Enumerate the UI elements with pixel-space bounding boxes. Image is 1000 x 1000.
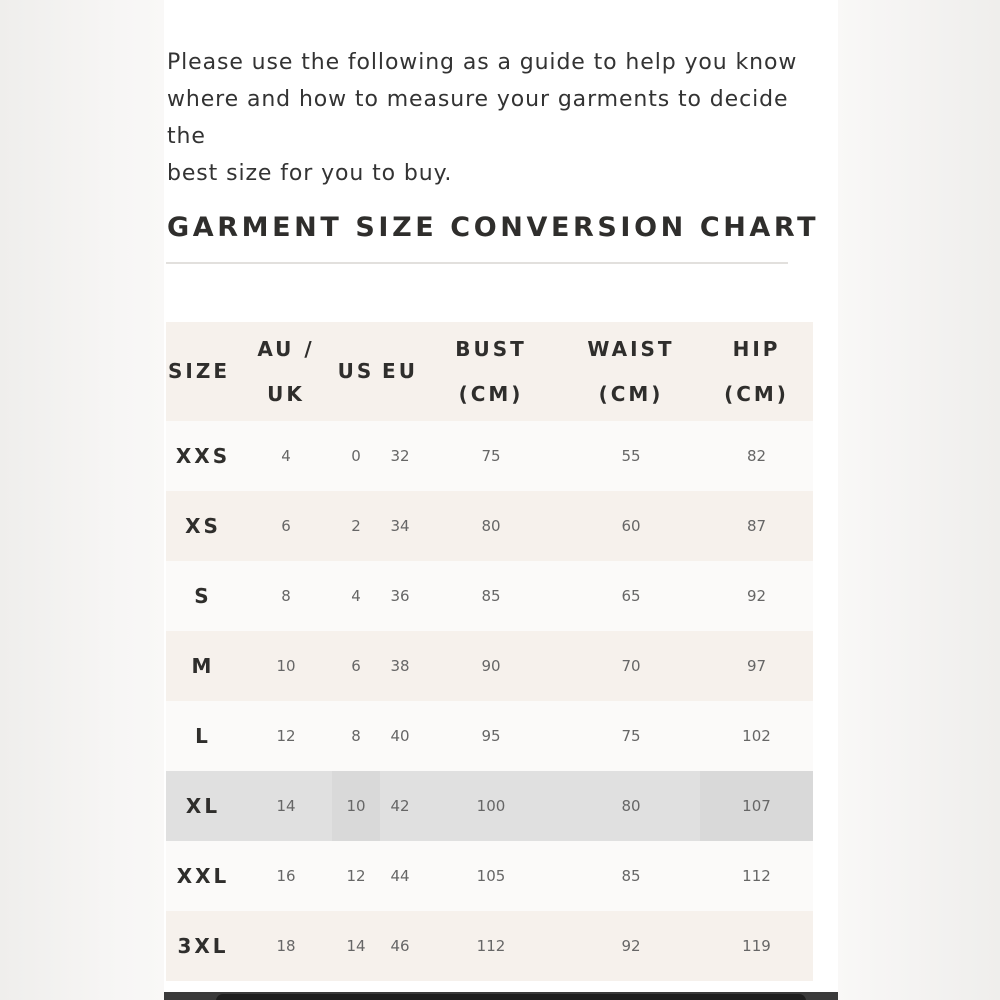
us-cell: 6 [332, 631, 380, 701]
bust-cell: 95 [420, 701, 562, 771]
us-cell: 4 [332, 561, 380, 631]
size-cell: XL [166, 771, 240, 841]
eu-cell: 34 [380, 491, 420, 561]
us-cell: 12 [332, 841, 380, 911]
us-cell: 14 [332, 911, 380, 981]
table-row [166, 701, 813, 771]
intro-line: Please use the following as a guide to help you know [167, 50, 798, 75]
hip-cell: 87 [700, 491, 813, 561]
bust-cell: 100 [420, 771, 562, 841]
size-cell: XXS [166, 421, 240, 491]
hip-cell: 107 [700, 771, 813, 841]
us-cell: 2 [332, 491, 380, 561]
eu-cell: 42 [380, 771, 420, 841]
au-uk-cell: 14 [240, 771, 332, 841]
title-divider [166, 262, 788, 264]
bust-cell: 105 [420, 841, 562, 911]
eu-cell: 40 [380, 701, 420, 771]
hip-cell: 119 [700, 911, 813, 981]
size-cell: S [166, 561, 240, 631]
bust-cell: 80 [420, 491, 562, 561]
eu-cell: 36 [380, 561, 420, 631]
au-uk-cell: 6 [240, 491, 332, 561]
intro-paragraph [167, 44, 817, 192]
header-eu: EU [380, 322, 420, 421]
bust-cell: 90 [420, 631, 562, 701]
size-guide-page [164, 0, 838, 1000]
header-hip: HIP (CM) [700, 322, 813, 421]
header-us: US [332, 322, 380, 421]
waist-cell: 55 [562, 421, 700, 491]
bust-cell: 112 [420, 911, 562, 981]
size-cell: XXL [166, 841, 240, 911]
size-cell: L [166, 701, 240, 771]
table-header-row [166, 322, 813, 421]
eu-cell: 32 [380, 421, 420, 491]
hip-cell: 82 [700, 421, 813, 491]
au-uk-cell: 16 [240, 841, 332, 911]
us-cell: 10 [332, 771, 380, 841]
size-cell: M [166, 631, 240, 701]
bust-cell: 85 [420, 561, 562, 631]
waist-cell: 85 [562, 841, 700, 911]
bust-cell: 75 [420, 421, 562, 491]
table-row [166, 561, 813, 631]
size-cell: XS [166, 491, 240, 561]
eu-cell: 44 [380, 841, 420, 911]
waist-cell: 92 [562, 911, 700, 981]
waist-cell: 80 [562, 771, 700, 841]
au-uk-cell: 4 [240, 421, 332, 491]
hip-cell: 112 [700, 841, 813, 911]
table-row [166, 491, 813, 561]
waist-cell: 75 [562, 701, 700, 771]
waist-cell: 60 [562, 491, 700, 561]
table-row-highlighted [166, 771, 813, 841]
bottom-toolbar-edge [216, 994, 806, 1000]
header-waist: WAIST (CM) [562, 322, 700, 421]
waist-cell: 70 [562, 631, 700, 701]
header-bust: BUST (CM) [420, 322, 562, 421]
size-conversion-table [166, 322, 813, 981]
hip-cell: 92 [700, 561, 813, 631]
intro-line: where and how to measure your garments to decide the [167, 87, 789, 149]
intro-line: best size for you to buy. [167, 161, 453, 186]
hip-cell: 97 [700, 631, 813, 701]
table-row [166, 631, 813, 701]
us-cell: 8 [332, 701, 380, 771]
header-size: SIZE [166, 322, 240, 421]
au-uk-cell: 8 [240, 561, 332, 631]
header-au-uk: AU / UK [240, 322, 332, 421]
table-row [166, 911, 813, 981]
us-cell: 0 [332, 421, 380, 491]
hip-cell: 102 [700, 701, 813, 771]
au-uk-cell: 10 [240, 631, 332, 701]
waist-cell: 65 [562, 561, 700, 631]
page-title: GARMENT SIZE CONVERSION CHART [167, 212, 820, 243]
table-row [166, 421, 813, 491]
eu-cell: 38 [380, 631, 420, 701]
table-row [166, 841, 813, 911]
size-cell: 3XL [166, 911, 240, 981]
au-uk-cell: 12 [240, 701, 332, 771]
eu-cell: 46 [380, 911, 420, 981]
au-uk-cell: 18 [240, 911, 332, 981]
